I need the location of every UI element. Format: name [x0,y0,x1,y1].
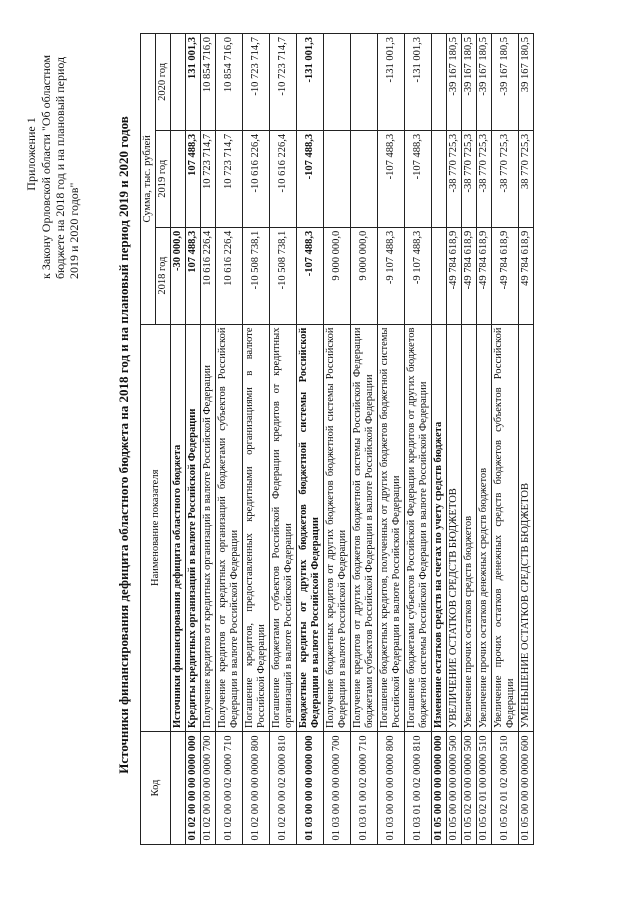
row-name: УВЕЛИЧЕНИЕ ОСТАТКОВ СРЕДСТВ БЮДЖЕТОВ [447,324,462,732]
table-row [477,34,492,845]
row-code: 01 05 02 01 02 0000 510 [492,732,519,845]
table-row [351,34,378,845]
appendix-note [24,29,81,279]
table-row [324,34,351,845]
row-code: 01 02 00 00 02 0000 710 [216,732,243,845]
table-row [405,34,432,845]
row-value-2020: -10 723 714,7 [243,34,270,131]
header-amount: Сумма, тыс. рублей [141,34,156,325]
row-value-2018: -107 488,3 [297,227,324,324]
row-value-2020: 10 854 716,0 [201,34,216,131]
row-value-2018: 9 000 000,0 [324,227,351,324]
table-body [171,34,534,845]
row-value-2019: -10 616 226,4 [243,130,270,227]
appendix-line: бюджете на 2018 год и на плановый период [53,56,67,279]
row-code: 01 05 02 01 00 0000 510 [477,732,492,845]
appendix-line: 2019 и 2020 годов" [67,182,81,279]
table-row [216,34,243,845]
row-value-2018: -49 784 618,9 [447,227,462,324]
row-value-2019: -107 488,3 [378,130,405,227]
row-code: 01 03 00 00 00 0000 800 [378,732,405,845]
row-code: 01 03 00 00 00 0000 000 [297,732,324,845]
row-name: Увеличение прочих остатков средств бюджетов [462,324,477,732]
row-value-2019: -107 488,3 [297,130,324,227]
row-value-2019: -10 616 226,4 [270,130,297,227]
row-name: Получение кредитов от других бюджетов бюджетной системы Российской Федерации бюджетами субъектов Российской Федерации в валюте Российской Федерации [351,324,378,732]
row-value-2020 [351,34,378,131]
table-row [171,34,186,845]
row-name: Изменение остатков средств на счетах по учету средств бюджета [432,324,447,732]
row-name: Увеличение прочих остатков денежных средств бюджетов [477,324,492,732]
row-value-2019 [171,130,186,227]
table-row [462,34,477,845]
table-row [201,34,216,845]
row-code: 01 05 02 00 00 0000 500 [462,732,477,845]
row-value-2018: 9 000 000,0 [351,227,378,324]
header-2019: 2019 год [156,130,171,227]
row-code: 01 02 00 00 00 0000 700 [201,732,216,845]
financing-sources-table [140,33,534,845]
table-row [297,34,324,845]
row-name: УМЕНЬШЕНИЕ ОСТАТКОВ СРЕДСТВ БЮДЖЕТОВ [519,324,534,732]
row-value-2019: -107 488,3 [405,130,432,227]
row-value-2020: 10 854 716,0 [216,34,243,131]
row-value-2019: 10 723 714,7 [201,130,216,227]
table-row [519,34,534,845]
table-row [432,34,447,845]
table-row [378,34,405,845]
row-name: Погашение кредитов, предоставленных кредитными организациями в валюте Российской Федерации [243,324,270,732]
row-value-2018: 107 488,3 [186,227,201,324]
table-row [492,34,519,845]
row-code: 01 03 01 00 02 0000 710 [351,732,378,845]
row-code: 01 03 01 00 02 0000 810 [405,732,432,845]
row-value-2018: -49 784 618,9 [492,227,519,324]
row-value-2019: -38 770 725,3 [492,130,519,227]
row-value-2019 [351,130,378,227]
row-code [171,732,186,845]
row-code: 01 03 00 00 00 0000 700 [324,732,351,845]
appendix-line: к Закону Орловской области "Об областном [39,54,53,279]
row-value-2018: 49 784 618,9 [519,227,534,324]
row-value-2019 [432,130,447,227]
row-value-2020: -131 001,3 [405,34,432,131]
row-value-2019: -38 770 725,3 [447,130,462,227]
header-code: Код [141,732,171,845]
row-value-2019: -38 770 725,3 [462,130,477,227]
table-row [447,34,462,845]
row-name: Бюджетные кредиты от других бюджетов бюджетной системы Российской Федерации в валюте Российской Федерации [297,324,324,732]
row-value-2018: -10 508 738,1 [243,227,270,324]
row-code: 01 05 00 00 00 0000 600 [519,732,534,845]
row-value-2018: 10 616 226,4 [216,227,243,324]
row-value-2018: -30 000,0 [171,227,186,324]
row-code: 01 02 00 00 00 0000 000 [186,732,201,845]
row-name: Увеличение прочих остатков денежных средств бюджетов субъектов Российской Федерации [492,324,519,732]
appendix-title: Приложение 1 [24,117,38,191]
row-value-2018: -49 784 618,9 [462,227,477,324]
row-name: Получение кредитов от кредитных организаций в валюте Российской Федерации [201,324,216,732]
row-value-2019: 10 723 714,7 [216,130,243,227]
row-name: Получение бюджетных кредитов от других бюджетов бюджетной системы Российской Федерации в валюте Российской Федерации [324,324,351,732]
document-title: Источники финансирования дефицита областного бюджета на 2018 год и на плановый период 2019 и 2020 годов [116,116,131,774]
row-code: 01 02 00 00 02 0000 810 [270,732,297,845]
row-value-2019: -38 770 725,3 [477,130,492,227]
table-row [186,34,201,845]
row-name: Кредиты кредитных организаций в валюте Российской Федерации [186,324,201,732]
row-name: Получение кредитов от кредитных организаций бюджетами субъектов Российской Федерации в валюте Российской Федерации [216,324,243,732]
row-value-2020 [171,34,186,131]
row-value-2020 [324,34,351,131]
row-value-2020: -39 167 180,5 [462,34,477,131]
row-value-2020: -10 723 714,7 [270,34,297,131]
row-name: Погашение бюджетных кредитов, полученных от других бюджетов бюджетной системы Российской Федерации в валюте Российской Федерации [378,324,405,732]
row-value-2020: -131 001,3 [378,34,405,131]
row-value-2019 [324,130,351,227]
row-value-2020: 131 001,3 [186,34,201,131]
row-name: Источники финансирования дефицита областного бюджета [171,324,186,732]
row-value-2018 [432,227,447,324]
row-value-2019: 107 488,3 [186,130,201,227]
row-value-2018: 10 616 226,4 [201,227,216,324]
row-value-2020: -39 167 180,5 [492,34,519,131]
row-value-2019: 38 770 725,3 [519,130,534,227]
row-value-2020: -39 167 180,5 [447,34,462,131]
header-2018: 2018 год [156,227,171,324]
table-row [243,34,270,845]
row-code: 01 05 00 00 00 0000 000 [432,732,447,845]
row-value-2020: 39 167 180,5 [519,34,534,131]
row-value-2020 [432,34,447,131]
row-value-2018: -9 107 488,3 [405,227,432,324]
row-value-2018: -49 784 618,9 [477,227,492,324]
row-code: 01 02 00 00 00 0000 800 [243,732,270,845]
header-2020: 2020 год [156,34,171,131]
row-value-2020: -131 001,3 [297,34,324,131]
table-row [270,34,297,845]
row-value-2020: -39 167 180,5 [477,34,492,131]
row-value-2018: -10 508 738,1 [270,227,297,324]
row-value-2018: -9 107 488,3 [378,227,405,324]
header-name: Наименование показателя [141,324,171,732]
row-name: Погашение бюджетами субъектов Российской Федерации кредитов от кредитных организаций в валюте Российской Федерации [270,324,297,732]
row-code: 01 05 00 00 00 0000 500 [447,732,462,845]
row-name: Погашение бюджетами субъектов Российской Федерации кредитов от других бюджетов бюджетной системы Российской Федерации в валюте Российской Федерации [405,324,432,732]
